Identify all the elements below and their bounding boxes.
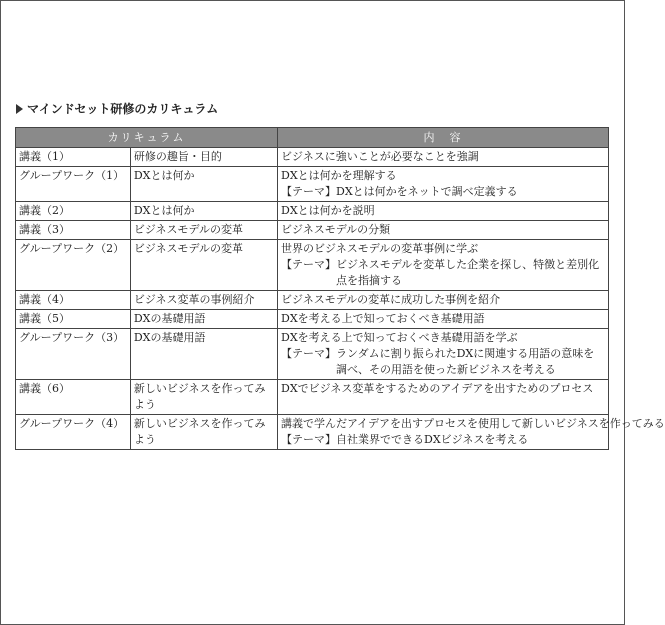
table-row	[16, 329, 609, 380]
theme-line	[281, 346, 605, 378]
row-content	[278, 221, 609, 240]
curriculum-table	[15, 127, 665, 450]
table-row	[16, 291, 609, 310]
content-line: ビジネスに強いことが必要なことを強調	[281, 150, 479, 163]
row-type: 講義（5）	[16, 310, 131, 329]
row-content	[278, 202, 609, 221]
theme-text: DXとは何かをネットで調べ定義する	[336, 185, 518, 198]
content-line: DXとは何かを説明	[281, 204, 375, 217]
row-topic: DXとは何か	[130, 167, 277, 202]
row-content	[278, 240, 609, 291]
row-type: 講義（6）	[16, 380, 131, 415]
row-topic: DXの基礎用語	[130, 310, 277, 329]
row-topic: ビジネス変革の事例紹介	[130, 291, 277, 310]
theme-line	[281, 257, 605, 289]
theme-label: 【テーマ】	[281, 347, 337, 360]
theme-label: 【テーマ】	[281, 258, 337, 271]
row-type: グループワーク（2）	[16, 240, 131, 291]
content-line: ビジネスモデルの変革に成功した事例を紹介	[281, 293, 501, 306]
table-row	[16, 415, 609, 450]
content-line: ビジネスモデルの分類	[281, 223, 391, 236]
row-content	[278, 380, 609, 415]
section-heading	[16, 100, 218, 117]
row-type: 講義（4）	[16, 291, 131, 310]
row-content	[278, 415, 665, 450]
content-line: DXを考える上で知っておくべき基礎用語を学ぶ	[281, 331, 518, 344]
content-line: DXとは何かを理解する	[281, 169, 397, 182]
row-topic: DXの基礎用語	[130, 329, 277, 380]
row-type: グループワーク（3）	[16, 329, 131, 380]
table-row	[16, 221, 609, 240]
row-content	[278, 148, 609, 167]
content-line: DXでビジネス変革をするためのアイデアを出すためのプロセス	[281, 382, 594, 395]
content-line: DXを考える上で知っておくべき基礎用語	[281, 312, 485, 325]
row-topic: 新しいビジネスを作ってみよう	[130, 380, 277, 415]
row-content	[278, 167, 609, 202]
row-topic: 研修の趣旨・目的	[130, 148, 277, 167]
table-row	[16, 167, 609, 202]
theme-label: 【テーマ】	[281, 185, 337, 198]
theme-text: ランダムに割り振られたDXに関連する用語の意味を調べ、その用語を使った新ビジネスを考える	[336, 347, 595, 376]
theme-line	[281, 184, 605, 200]
table-row	[16, 240, 609, 291]
row-topic: ビジネスモデルの変革	[130, 240, 277, 291]
content-line: 世界のビジネスモデルの変革事例に学ぶ	[281, 242, 479, 255]
triangle-bullet-icon	[16, 104, 23, 114]
row-topic: ビジネスモデルの変革	[130, 221, 277, 240]
heading-text: マインドセット研修のカリキュラム	[27, 102, 219, 116]
table-row	[16, 380, 609, 415]
row-content	[278, 329, 609, 380]
content-line: 講義で学んだアイデアを出すプロセスを使用して新しいビジネスを作ってみる	[281, 417, 665, 430]
table-header-row	[16, 128, 609, 148]
theme-line	[281, 432, 605, 448]
theme-text: ビジネスモデルを変革した企業を探し、特徴と差別化点を指摘する	[336, 258, 600, 287]
row-topic: 新しいビジネスを作ってみよう	[130, 415, 277, 450]
row-type: グループワーク（4）	[16, 415, 131, 450]
table-row	[16, 148, 609, 167]
header-content: 内 容	[278, 128, 609, 148]
row-type: 講義（2）	[16, 202, 131, 221]
table-body	[16, 148, 665, 450]
row-content	[278, 310, 609, 329]
theme-text: 自社業界でできるDXビジネスを考える	[336, 433, 529, 446]
row-content	[278, 291, 609, 310]
row-type: グループワーク（1）	[16, 167, 131, 202]
row-type: 講義（3）	[16, 221, 131, 240]
row-topic: DXとは何か	[130, 202, 277, 221]
row-type: 講義（1）	[16, 148, 131, 167]
table-row	[16, 310, 609, 329]
header-curriculum: カリキュラム	[16, 128, 278, 148]
table-row	[16, 202, 609, 221]
theme-label: 【テーマ】	[281, 433, 337, 446]
